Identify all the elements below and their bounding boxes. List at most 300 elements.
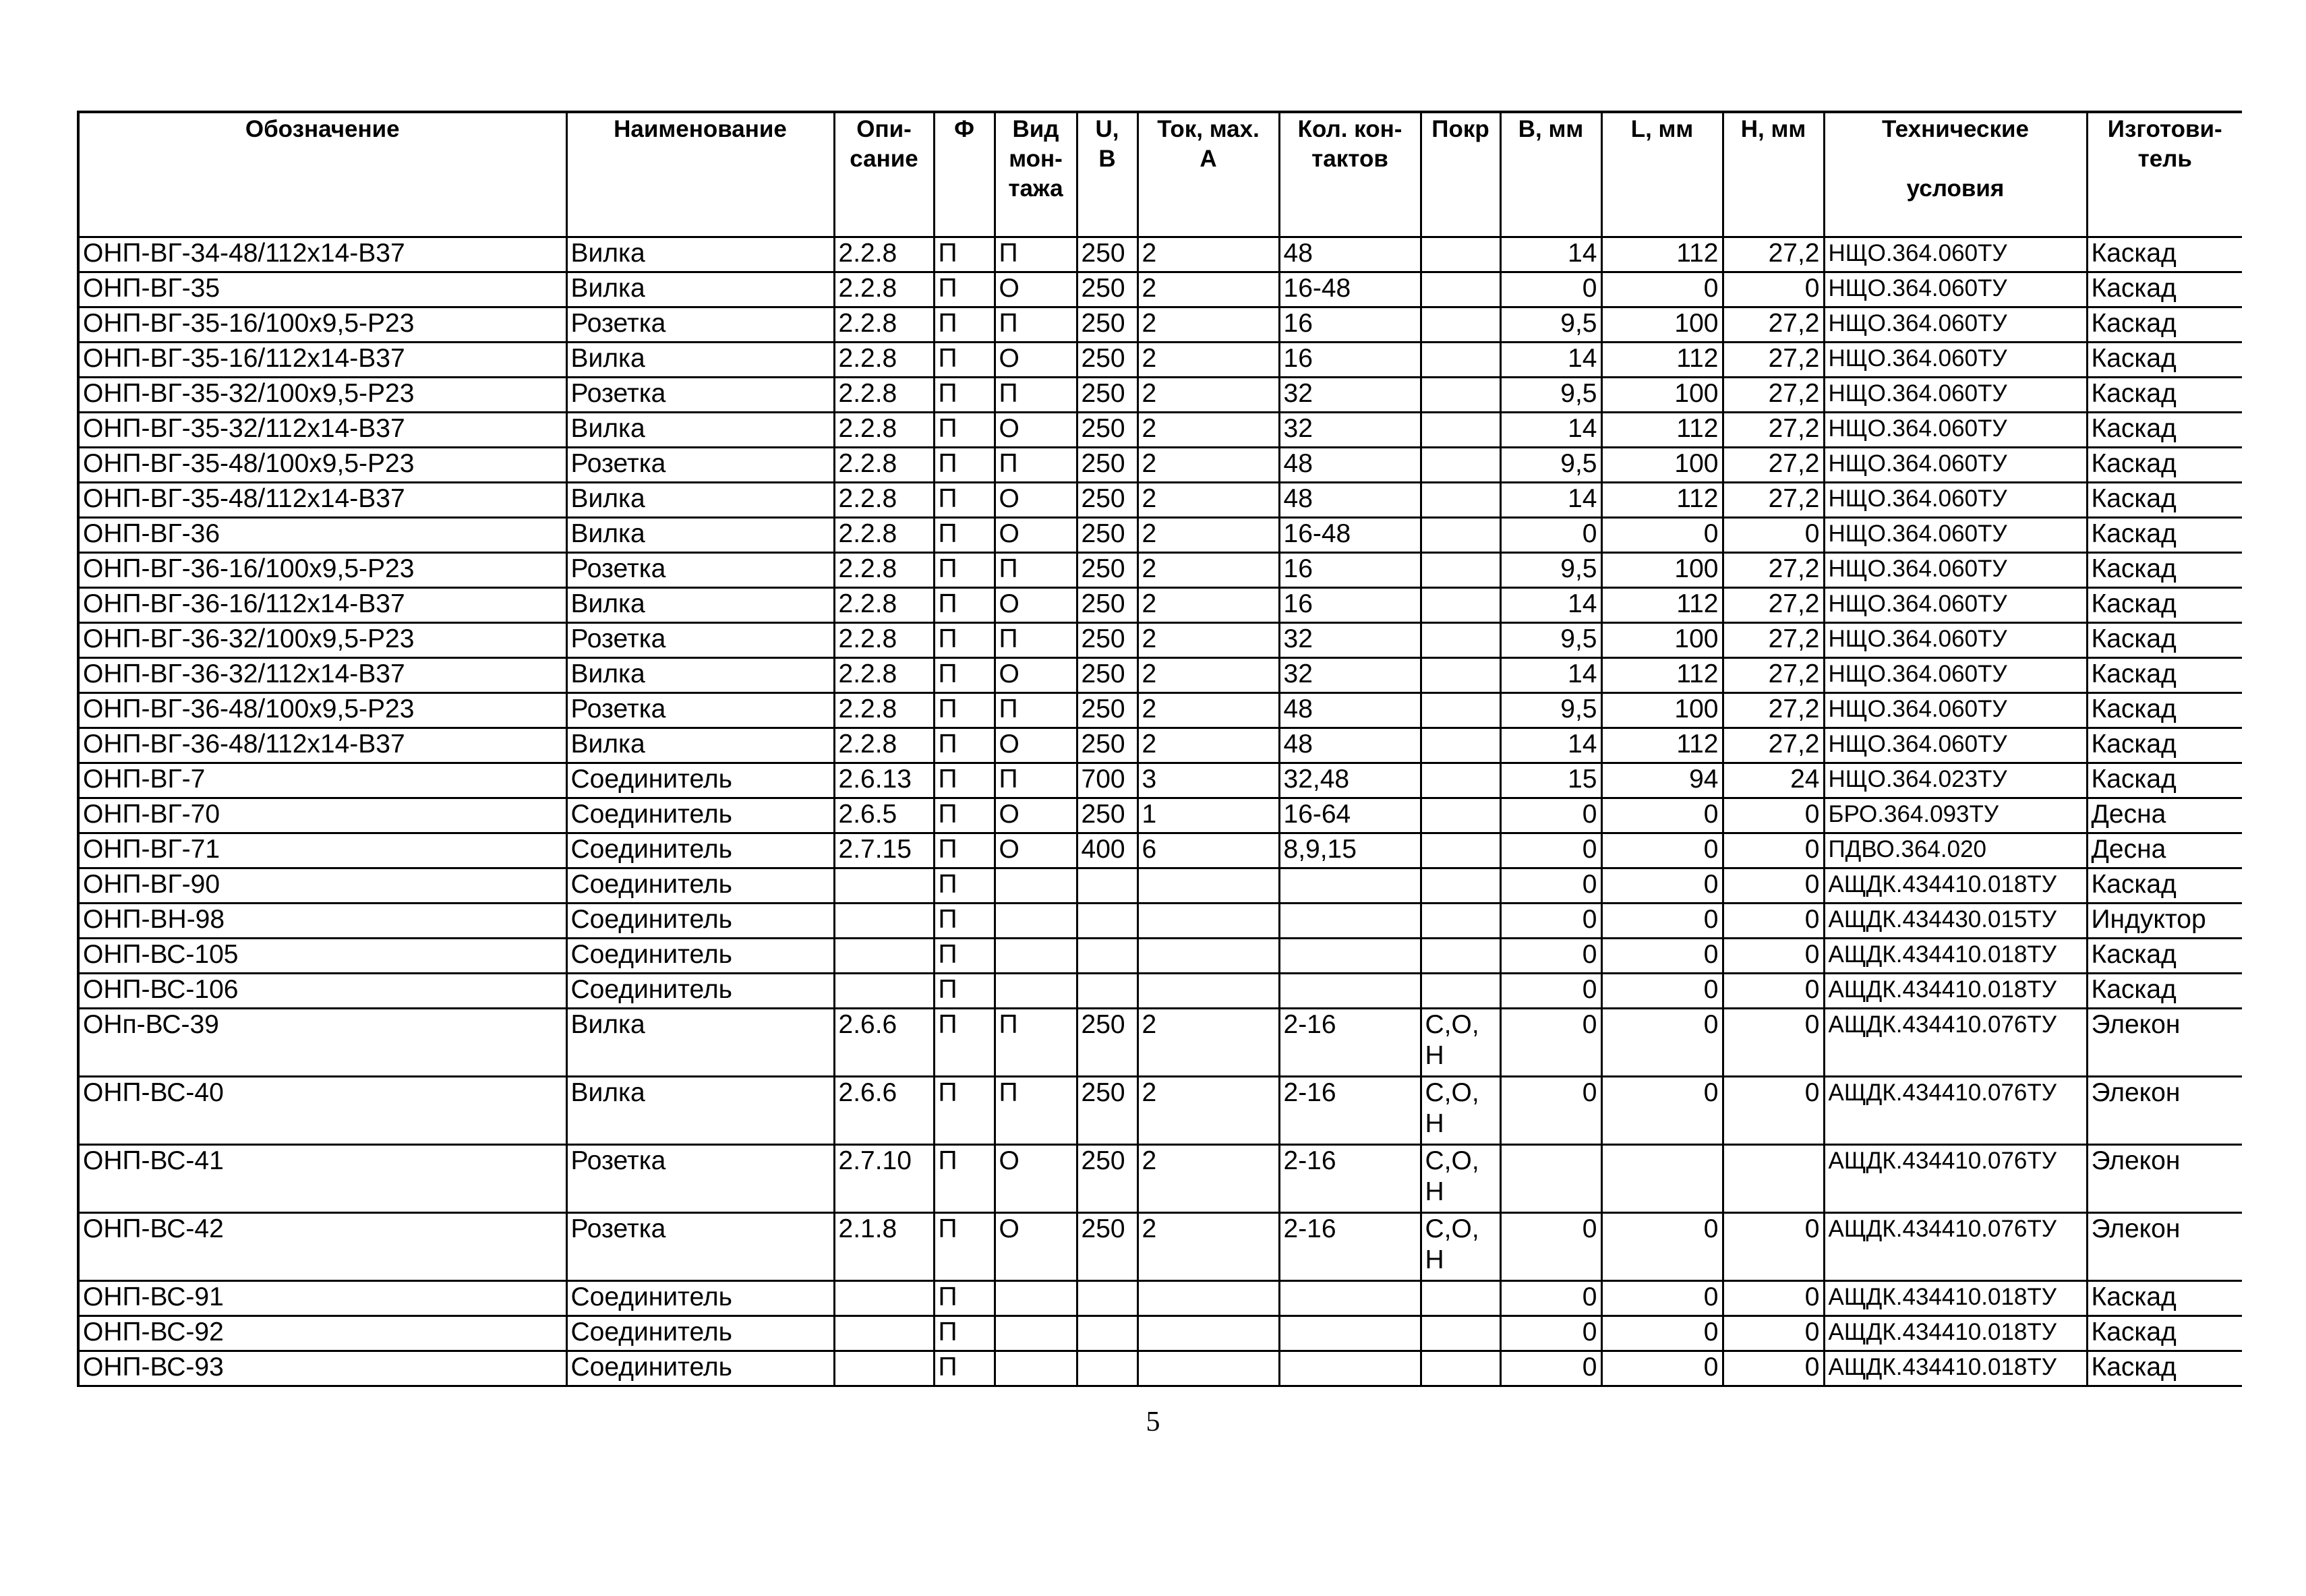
cell-h-mm: 27,2 (1723, 553, 1824, 588)
cell-max-current: 2 (1137, 343, 1279, 378)
cell-coating: С,О, Н (1421, 1145, 1500, 1213)
cell-voltage (1077, 974, 1137, 1009)
cell-designation: ОНП-ВГ-36-32/100х9,5-Р23 (78, 623, 566, 658)
cell-b-mm: 14 (1500, 413, 1601, 448)
cell-max-current (1137, 1316, 1279, 1351)
cell-designation: ОНП-ВГ-35-16/100х9,5-Р23 (78, 307, 566, 343)
cell-b-mm: 14 (1500, 588, 1601, 623)
cell-description: 2.2.8 (834, 588, 934, 623)
cell-b-mm: 0 (1500, 904, 1601, 939)
table-row (78, 518, 2242, 553)
cell-max-current (1137, 868, 1279, 904)
cell-l-mm (1601, 1145, 1723, 1213)
cell-l-mm: 112 (1601, 343, 1723, 378)
header-manufacturer: Изготови- тель (2087, 112, 2242, 237)
cell-form: П (934, 272, 995, 307)
cell-max-current: 2 (1137, 483, 1279, 518)
cell-name: Вилка (566, 483, 834, 518)
cell-mounting-type: П (995, 237, 1077, 272)
cell-manufacturer: Каскад (2087, 518, 2242, 553)
cell-manufacturer: Каскад (2087, 868, 2242, 904)
cell-description (834, 939, 934, 974)
cell-mounting-type: П (995, 693, 1077, 728)
cell-manufacturer: Каскад (2087, 307, 2242, 343)
cell-mounting-type (995, 868, 1077, 904)
cell-designation: ОНП-ВГ-7 (78, 763, 566, 798)
table-row (78, 1077, 2242, 1145)
cell-coating (1421, 658, 1500, 693)
cell-h-mm: 27,2 (1723, 693, 1824, 728)
cell-b-mm: 9,5 (1500, 448, 1601, 483)
cell-coating (1421, 904, 1500, 939)
cell-max-current: 2 (1137, 518, 1279, 553)
cell-contact-count: 16 (1279, 307, 1421, 343)
table-row (78, 833, 2242, 868)
cell-contact-count: 48 (1279, 728, 1421, 763)
cell-coating: С,О, Н (1421, 1213, 1500, 1281)
cell-b-mm: 0 (1500, 1316, 1601, 1351)
cell-description: 2.6.6 (834, 1077, 934, 1145)
cell-specifications: БРО.364.093ТУ (1824, 798, 2087, 833)
cell-voltage (1077, 904, 1137, 939)
cell-max-current: 2 (1137, 1213, 1279, 1281)
table-row (78, 798, 2242, 833)
cell-h-mm: 27,2 (1723, 623, 1824, 658)
cell-name: Соединитель (566, 1351, 834, 1386)
cell-manufacturer: Каскад (2087, 1281, 2242, 1316)
cell-max-current: 2 (1137, 623, 1279, 658)
cell-voltage: 250 (1077, 798, 1137, 833)
cell-description (834, 1281, 934, 1316)
table-row (78, 1316, 2242, 1351)
cell-contact-count (1279, 939, 1421, 974)
cell-voltage: 250 (1077, 343, 1137, 378)
cell-l-mm: 0 (1601, 833, 1723, 868)
cell-voltage: 250 (1077, 237, 1137, 272)
cell-l-mm: 112 (1601, 413, 1723, 448)
cell-voltage (1077, 868, 1137, 904)
cell-coating (1421, 693, 1500, 728)
cell-b-mm: 14 (1500, 728, 1601, 763)
header-max-current: Ток, мах. А (1137, 112, 1279, 237)
cell-specifications: НЩО.364.023ТУ (1824, 763, 2087, 798)
cell-designation: ОНП-ВГ-36-48/112х14-В37 (78, 728, 566, 763)
cell-designation: ОНП-ВГ-71 (78, 833, 566, 868)
cell-coating (1421, 343, 1500, 378)
cell-description (834, 1316, 934, 1351)
cell-name: Розетка (566, 378, 834, 413)
cell-designation: ОНП-ВГ-34-48/112х14-В37 (78, 237, 566, 272)
cell-b-mm: 14 (1500, 658, 1601, 693)
cell-l-mm: 100 (1601, 623, 1723, 658)
cell-l-mm: 0 (1601, 868, 1723, 904)
cell-contact-count (1279, 904, 1421, 939)
cell-contact-count: 2-16 (1279, 1077, 1421, 1145)
cell-max-current: 2 (1137, 553, 1279, 588)
cell-h-mm: 27,2 (1723, 588, 1824, 623)
cell-l-mm: 94 (1601, 763, 1723, 798)
cell-max-current: 2 (1137, 693, 1279, 728)
cell-designation: ОНП-ВН-98 (78, 904, 566, 939)
cell-voltage: 250 (1077, 623, 1137, 658)
cell-voltage: 250 (1077, 1145, 1137, 1213)
cell-manufacturer: Элекон (2087, 1145, 2242, 1213)
cell-mounting-type (995, 904, 1077, 939)
cell-coating (1421, 518, 1500, 553)
cell-form: П (934, 1213, 995, 1281)
cell-coating (1421, 413, 1500, 448)
header-specifications: Технические условия (1824, 112, 2087, 237)
cell-b-mm: 15 (1500, 763, 1601, 798)
cell-b-mm: 0 (1500, 1351, 1601, 1386)
cell-coating: С,О, Н (1421, 1077, 1500, 1145)
cell-mounting-type: П (995, 623, 1077, 658)
cell-l-mm: 0 (1601, 1351, 1723, 1386)
cell-manufacturer: Элекон (2087, 1009, 2242, 1077)
cell-voltage: 250 (1077, 728, 1137, 763)
cell-voltage: 250 (1077, 518, 1137, 553)
cell-description: 2.2.8 (834, 448, 934, 483)
cell-specifications: АЩДК.434410.076ТУ (1824, 1077, 2087, 1145)
cell-b-mm: 14 (1500, 343, 1601, 378)
cell-l-mm: 100 (1601, 307, 1723, 343)
cell-designation: ОНП-ВГ-36-48/100х9,5-Р23 (78, 693, 566, 728)
cell-coating (1421, 588, 1500, 623)
cell-manufacturer: Каскад (2087, 588, 2242, 623)
cell-voltage: 400 (1077, 833, 1137, 868)
cell-mounting-type: О (995, 518, 1077, 553)
cell-manufacturer: Каскад (2087, 343, 2242, 378)
cell-specifications: АЩДК.434410.076ТУ (1824, 1213, 2087, 1281)
cell-designation: ОНП-ВГ-35-16/112х14-В37 (78, 343, 566, 378)
cell-manufacturer: Каскад (2087, 1351, 2242, 1386)
cell-h-mm: 0 (1723, 833, 1824, 868)
cell-specifications: НЩО.364.060ТУ (1824, 448, 2087, 483)
cell-mounting-type: О (995, 588, 1077, 623)
table-row (78, 448, 2242, 483)
cell-l-mm: 100 (1601, 448, 1723, 483)
cell-h-mm: 0 (1723, 518, 1824, 553)
cell-description: 2.2.8 (834, 518, 934, 553)
cell-name: Соединитель (566, 904, 834, 939)
header-mounting-type: Вид мон- тажа (995, 112, 1077, 237)
cell-b-mm: 0 (1500, 798, 1601, 833)
table-row (78, 974, 2242, 1009)
cell-l-mm: 112 (1601, 658, 1723, 693)
cell-manufacturer: Каскад (2087, 378, 2242, 413)
cell-specifications: АЩДК.434410.076ТУ (1824, 1145, 2087, 1213)
cell-manufacturer: Каскад (2087, 413, 2242, 448)
cell-manufacturer: Каскад (2087, 693, 2242, 728)
cell-voltage: 250 (1077, 307, 1137, 343)
table-row (78, 1213, 2242, 1281)
cell-b-mm: 0 (1500, 1281, 1601, 1316)
cell-designation: ОНП-ВС-93 (78, 1351, 566, 1386)
cell-name: Вилка (566, 518, 834, 553)
cell-mounting-type: П (995, 378, 1077, 413)
cell-contact-count: 48 (1279, 483, 1421, 518)
cell-contact-count: 32,48 (1279, 763, 1421, 798)
cell-b-mm: 0 (1500, 1009, 1601, 1077)
cell-b-mm: 9,5 (1500, 553, 1601, 588)
cell-contact-count: 2-16 (1279, 1145, 1421, 1213)
cell-b-mm: 0 (1500, 868, 1601, 904)
cell-max-current: 2 (1137, 658, 1279, 693)
cell-h-mm: 0 (1723, 1009, 1824, 1077)
table-row (78, 904, 2242, 939)
cell-manufacturer: Каскад (2087, 1316, 2242, 1351)
cell-coating (1421, 1281, 1500, 1316)
cell-description (834, 974, 934, 1009)
cell-coating (1421, 483, 1500, 518)
cell-manufacturer: Каскад (2087, 658, 2242, 693)
cell-name: Соединитель (566, 763, 834, 798)
cell-contact-count: 32 (1279, 413, 1421, 448)
cell-specifications: НЩО.364.060ТУ (1824, 343, 2087, 378)
table-row (78, 763, 2242, 798)
cell-description: 2.2.8 (834, 237, 934, 272)
cell-designation: ОНП-ВС-106 (78, 974, 566, 1009)
cell-manufacturer: Каскад (2087, 728, 2242, 763)
cell-contact-count: 48 (1279, 693, 1421, 728)
cell-max-current: 2 (1137, 728, 1279, 763)
cell-max-current: 2 (1137, 307, 1279, 343)
table-row (78, 307, 2242, 343)
cell-b-mm: 14 (1500, 483, 1601, 518)
cell-l-mm: 0 (1601, 974, 1723, 1009)
cell-description: 2.7.15 (834, 833, 934, 868)
cell-coating (1421, 763, 1500, 798)
cell-form: П (934, 1281, 995, 1316)
cell-mounting-type (995, 1281, 1077, 1316)
table-row (78, 1281, 2242, 1316)
table-row (78, 343, 2242, 378)
cell-b-mm: 9,5 (1500, 693, 1601, 728)
cell-mounting-type: О (995, 798, 1077, 833)
table-row (78, 868, 2242, 904)
cell-max-current: 2 (1137, 413, 1279, 448)
cell-h-mm: 0 (1723, 904, 1824, 939)
cell-h-mm: 0 (1723, 939, 1824, 974)
cell-l-mm: 0 (1601, 1316, 1723, 1351)
cell-h-mm: 0 (1723, 798, 1824, 833)
cell-h-mm: 0 (1723, 1213, 1824, 1281)
cell-specifications: НЩО.364.060ТУ (1824, 307, 2087, 343)
cell-form: П (934, 1316, 995, 1351)
cell-specifications: НЩО.364.060ТУ (1824, 237, 2087, 272)
cell-h-mm: 0 (1723, 1316, 1824, 1351)
cell-form: П (934, 378, 995, 413)
cell-voltage: 250 (1077, 413, 1137, 448)
table-body (78, 237, 2242, 1386)
cell-b-mm: 9,5 (1500, 623, 1601, 658)
cell-mounting-type: П (995, 1009, 1077, 1077)
cell-coating (1421, 448, 1500, 483)
cell-l-mm: 0 (1601, 1009, 1723, 1077)
cell-description: 2.7.10 (834, 1145, 934, 1213)
cell-h-mm: 27,2 (1723, 237, 1824, 272)
cell-mounting-type: О (995, 658, 1077, 693)
cell-voltage: 250 (1077, 272, 1137, 307)
cell-max-current: 2 (1137, 378, 1279, 413)
cell-h-mm: 27,2 (1723, 307, 1824, 343)
cell-contact-count: 16 (1279, 588, 1421, 623)
cell-mounting-type: О (995, 728, 1077, 763)
cell-manufacturer: Каскад (2087, 237, 2242, 272)
header-b-mm: В, мм (1500, 112, 1601, 237)
cell-max-current: 2 (1137, 1009, 1279, 1077)
cell-contact-count: 48 (1279, 237, 1421, 272)
cell-contact-count: 32 (1279, 658, 1421, 693)
cell-coating (1421, 833, 1500, 868)
cell-voltage: 700 (1077, 763, 1137, 798)
cell-specifications: НЩО.364.060ТУ (1824, 413, 2087, 448)
cell-form: П (934, 728, 995, 763)
header-contact-count: Кол. кон- тактов (1279, 112, 1421, 237)
cell-form: П (934, 483, 995, 518)
cell-description: 2.2.8 (834, 658, 934, 693)
cell-designation: ОНП-ВГ-35 (78, 272, 566, 307)
cell-max-current: 2 (1137, 588, 1279, 623)
cell-max-current (1137, 974, 1279, 1009)
cell-description: 2.2.8 (834, 623, 934, 658)
cell-specifications: НЩО.364.060ТУ (1824, 553, 2087, 588)
cell-manufacturer: Каскад (2087, 483, 2242, 518)
cell-contact-count: 32 (1279, 623, 1421, 658)
cell-max-current (1137, 939, 1279, 974)
cell-coating (1421, 553, 1500, 588)
table-row (78, 623, 2242, 658)
connector-table (77, 111, 2242, 1387)
cell-specifications: АЩДК.434410.018ТУ (1824, 1316, 2087, 1351)
cell-name: Розетка (566, 307, 834, 343)
cell-designation: ОНП-ВГ-35-48/112х14-В37 (78, 483, 566, 518)
cell-h-mm: 27,2 (1723, 728, 1824, 763)
cell-name: Розетка (566, 553, 834, 588)
cell-designation: ОНП-ВГ-36 (78, 518, 566, 553)
cell-mounting-type (995, 939, 1077, 974)
cell-contact-count: 16-48 (1279, 272, 1421, 307)
cell-coating (1421, 623, 1500, 658)
cell-l-mm: 100 (1601, 378, 1723, 413)
cell-designation: ОНП-ВС-92 (78, 1316, 566, 1351)
table-row (78, 237, 2242, 272)
table-row (78, 483, 2242, 518)
cell-form: П (934, 763, 995, 798)
header-coating: Покр (1421, 112, 1500, 237)
cell-mounting-type: О (995, 343, 1077, 378)
cell-max-current: 2 (1137, 272, 1279, 307)
cell-name: Розетка (566, 1213, 834, 1281)
cell-form: П (934, 693, 995, 728)
cell-h-mm: 27,2 (1723, 343, 1824, 378)
table-row (78, 272, 2242, 307)
cell-coating (1421, 798, 1500, 833)
cell-specifications: НЩО.364.060ТУ (1824, 378, 2087, 413)
cell-max-current (1137, 1351, 1279, 1386)
cell-contact-count: 2-16 (1279, 1213, 1421, 1281)
cell-name: Вилка (566, 1009, 834, 1077)
cell-mounting-type: О (995, 833, 1077, 868)
cell-description: 2.2.8 (834, 343, 934, 378)
cell-specifications: АЩДК.434410.076ТУ (1824, 1009, 2087, 1077)
cell-name: Соединитель (566, 833, 834, 868)
cell-form: П (934, 1145, 995, 1213)
table-row (78, 693, 2242, 728)
cell-mounting-type: П (995, 448, 1077, 483)
cell-contact-count: 16 (1279, 343, 1421, 378)
cell-description: 2.2.8 (834, 483, 934, 518)
header-designation: Обозначение (78, 112, 566, 237)
table-row (78, 728, 2242, 763)
cell-l-mm: 0 (1601, 939, 1723, 974)
cell-form: П (934, 1077, 995, 1145)
cell-l-mm: 0 (1601, 1213, 1723, 1281)
cell-b-mm: 0 (1500, 518, 1601, 553)
cell-form: П (934, 798, 995, 833)
cell-manufacturer: Каскад (2087, 763, 2242, 798)
cell-h-mm: 0 (1723, 868, 1824, 904)
cell-coating (1421, 974, 1500, 1009)
cell-l-mm: 112 (1601, 728, 1723, 763)
cell-name: Соединитель (566, 1316, 834, 1351)
cell-b-mm: 9,5 (1500, 378, 1601, 413)
header-l-mm: L, мм (1601, 112, 1723, 237)
cell-description: 2.2.8 (834, 413, 934, 448)
cell-name: Вилка (566, 272, 834, 307)
cell-l-mm: 100 (1601, 553, 1723, 588)
cell-form: П (934, 343, 995, 378)
cell-l-mm: 0 (1601, 518, 1723, 553)
cell-description: 2.2.8 (834, 272, 934, 307)
cell-specifications: НЩО.364.060ТУ (1824, 588, 2087, 623)
cell-b-mm: 0 (1500, 1077, 1601, 1145)
cell-form: П (934, 623, 995, 658)
cell-specifications: НЩО.364.060ТУ (1824, 623, 2087, 658)
cell-l-mm: 0 (1601, 272, 1723, 307)
cell-b-mm: 9,5 (1500, 307, 1601, 343)
cell-l-mm: 0 (1601, 798, 1723, 833)
cell-voltage (1077, 939, 1137, 974)
cell-specifications: НЩО.364.060ТУ (1824, 728, 2087, 763)
cell-mounting-type: О (995, 1145, 1077, 1213)
cell-name: Розетка (566, 1145, 834, 1213)
cell-manufacturer: Каскад (2087, 448, 2242, 483)
table-row (78, 1145, 2242, 1213)
cell-b-mm: 0 (1500, 272, 1601, 307)
cell-h-mm: 27,2 (1723, 448, 1824, 483)
cell-l-mm: 0 (1601, 904, 1723, 939)
cell-designation: ОНп-ВС-39 (78, 1009, 566, 1077)
cell-description: 2.6.5 (834, 798, 934, 833)
cell-specifications: НЩО.364.060ТУ (1824, 483, 2087, 518)
cell-l-mm: 112 (1601, 237, 1723, 272)
cell-contact-count: 2-16 (1279, 1009, 1421, 1077)
cell-voltage (1077, 1351, 1137, 1386)
cell-designation: ОНП-ВС-41 (78, 1145, 566, 1213)
cell-description (834, 868, 934, 904)
cell-designation: ОНП-ВГ-35-32/112х14-В37 (78, 413, 566, 448)
cell-specifications: АЩДК.434410.018ТУ (1824, 939, 2087, 974)
cell-designation: ОНП-ВГ-36-16/100х9,5-Р23 (78, 553, 566, 588)
cell-mounting-type: О (995, 272, 1077, 307)
header-description: Опи- сание (834, 112, 934, 237)
cell-max-current: 2 (1137, 1145, 1279, 1213)
cell-coating (1421, 237, 1500, 272)
header-name: Наименование (566, 112, 834, 237)
cell-form: П (934, 553, 995, 588)
cell-coating (1421, 1351, 1500, 1386)
